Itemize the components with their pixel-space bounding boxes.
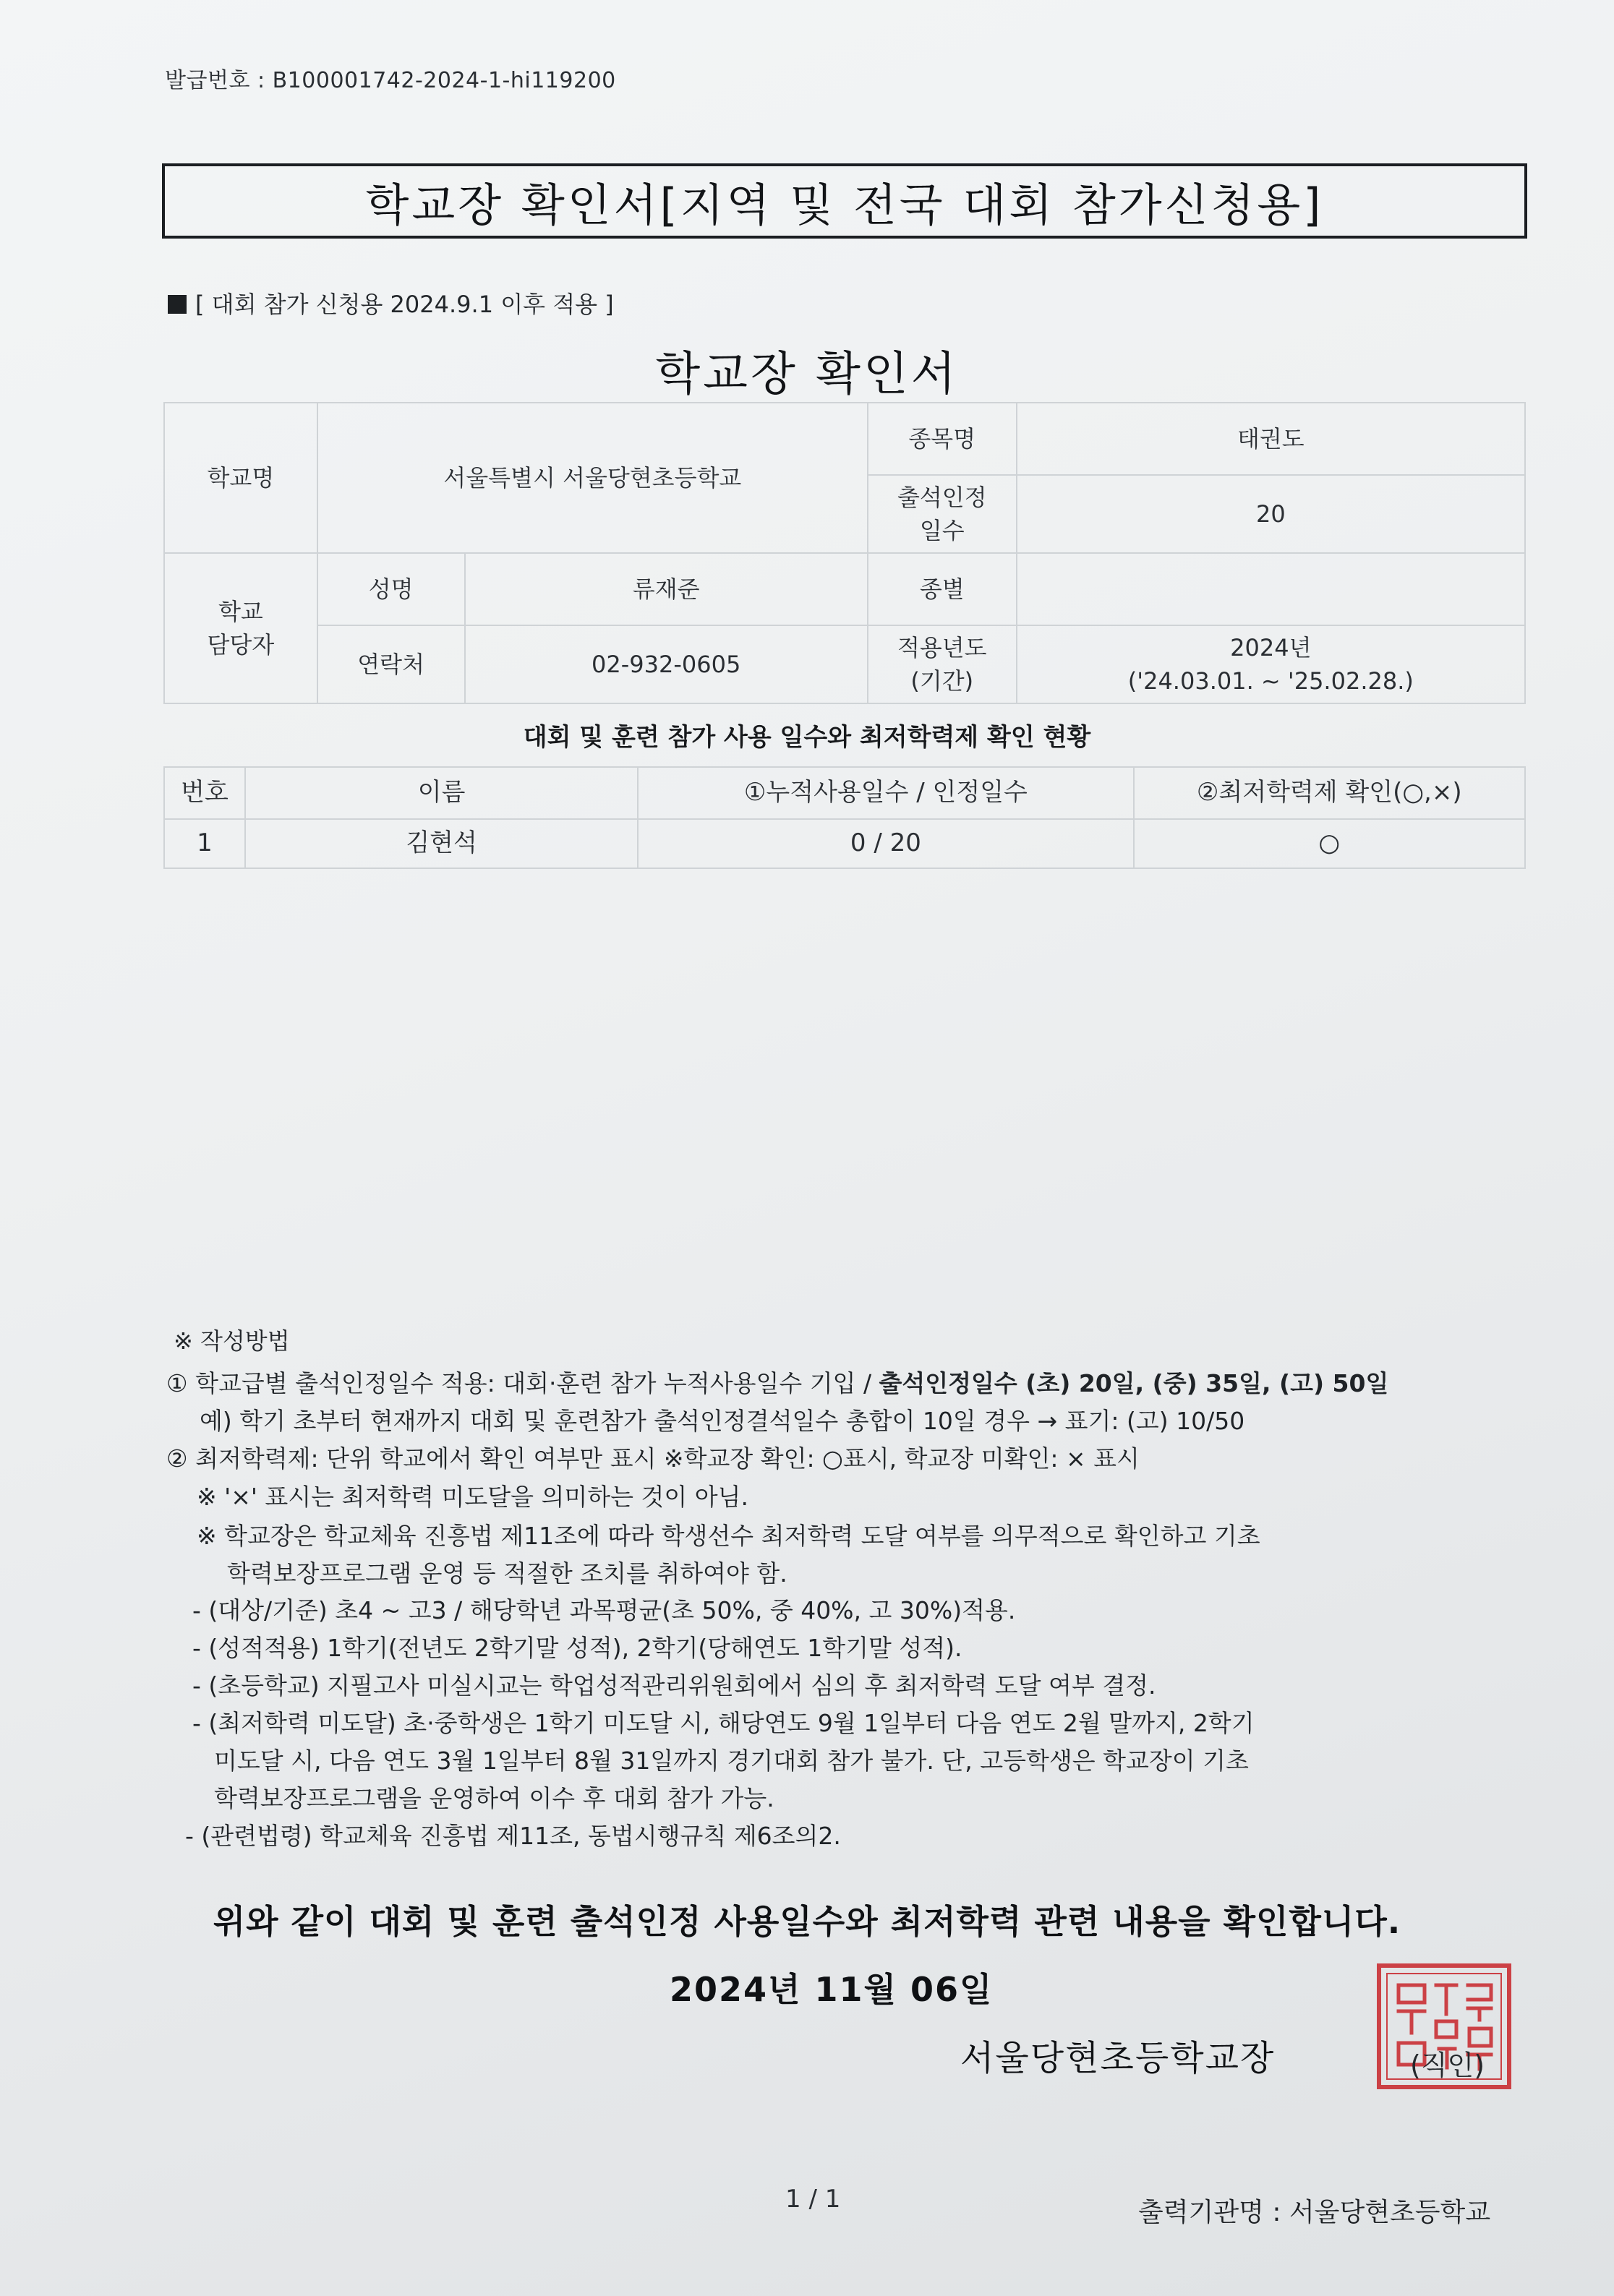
status-table [163, 766, 1526, 869]
issue-date: 2024년 11월 06일 [670, 1970, 994, 2009]
row-name: 김현석 [245, 819, 638, 868]
attendance-value: 20 [1017, 475, 1525, 553]
sport-label: 종목명 [868, 403, 1017, 475]
principal-title: 서울당현초등학교장 [960, 2038, 1276, 2078]
issue-number: 발급번호 : B100001742-2024-1-hi119200 [165, 68, 616, 93]
table-row [164, 819, 1525, 868]
name-value: 류재준 [465, 553, 868, 625]
method-bold: 출석인정일수 (초) 20일, (중) 35일, (고) 50일 [879, 1369, 1389, 1397]
year-value: 2024년 ('24.03.01. ~ '25.02.28.) [1017, 625, 1525, 703]
header-cell: 번호 [164, 767, 245, 819]
category-label: 종별 [868, 553, 1017, 625]
method-line: ① 학교급별 출석인정일수 적용: 대회·훈련 참가 누적사용일수 기입 / 출석인정일수 (초) 20일, (중) 35일, (고) 50일 [166, 1369, 1389, 1397]
printing-institution: 출력기관명 : 서울당현초등학교 [1138, 2198, 1491, 2227]
method-line: 미도달 시, 다음 연도 3월 1일부터 8월 31일까지 경기대회 참가 불가. 단, 고등학생은 학교장이 기초 [214, 1747, 1249, 1775]
method-line: 학력보장프로그램 운영 등 적절한 조치를 취하여야 함. [227, 1559, 787, 1588]
confirmation-text: 위와 같이 대회 및 훈련 출석인정 사용일수와 최저학력 관련 내용을 확인합니다. [213, 1902, 1401, 1941]
sport-value: 태권도 [1017, 403, 1525, 475]
document-title: 학교장 확인서[지역 및 전국 대회 참가신청용] [365, 178, 1324, 231]
method-line: - (관련법령) 학교체육 진흥법 제11조, 동법시행규칙 제6조의2. [185, 1822, 841, 1850]
subtitle: 학교장 확인서 [655, 348, 959, 401]
seal-label: (직인) [1410, 2049, 1485, 2081]
status-title: 대회 및 훈련 참가 사용 일수와 최저학력제 확인 현황 [523, 723, 1091, 752]
method-line: ※ '×' 표시는 최저학력 미도달을 의미하는 것이 아님. [197, 1483, 749, 1511]
method-line: 예) 학기 초부터 현재까지 대회 및 훈련참가 출석인정결석일수 총합이 10일 경우 → 표기: (고) 10/50 [200, 1407, 1245, 1435]
method-line: - (최저학력 미도달) 초·중학생은 1학기 미도달 시, 해당연도 9월 1일부터 다음 연도 2월 말까지, 2학기 [192, 1709, 1255, 1737]
method-line: ② 최저학력제: 단위 학교에서 확인 여부만 표시 ※학교장 확인: ○표시, 학교장 미확인: × 표시 [166, 1444, 1140, 1473]
writing-method [166, 1323, 1388, 1855]
method-line: 학력보장프로그램을 운영하여 이수 후 대회 참가 가능. [214, 1784, 774, 1812]
method-line: - (성적적용) 1학기(전년도 2학기말 성적), 2학기(당해연도 1학기말 성적). [192, 1634, 962, 1662]
usage-note [168, 286, 614, 320]
row-number: 1 [164, 819, 245, 868]
row-confirm: ○ [1134, 819, 1525, 868]
attendance-label: 출석인정 일수 [868, 475, 1017, 553]
name-label: 성명 [317, 553, 465, 625]
method-line: - (초등학교) 지필고사 미실시교는 학업성적관리위원회에서 심의 후 최저학력 도달 여부 결정. [192, 1671, 1156, 1700]
page-number: 1 / 1 [785, 2185, 841, 2214]
square-bullet-icon [168, 295, 187, 314]
school-value: 서울특별시 서울당현초등학교 [317, 403, 868, 553]
method-line: - (대상/기준) 초4 ~ 고3 / 해당학년 과목평균(초 50%, 중 40%, 고 30%)적용. [192, 1596, 1016, 1624]
school-label: 학교명 [164, 403, 317, 553]
contact-label: 연락처 [317, 625, 465, 703]
year-label: 적용년도 (기간) [868, 625, 1017, 703]
header-cell: 이름 [245, 767, 638, 819]
category-value [1017, 553, 1525, 625]
header-cell: ①누적사용일수 / 인정일수 [638, 767, 1133, 819]
row-days: 0 / 20 [638, 819, 1133, 868]
document-title-box [162, 163, 1527, 239]
contact-value: 02-932-0605 [465, 625, 868, 703]
info-table [163, 402, 1526, 704]
method-line: ※ 학교장은 학교체육 진흥법 제11조에 따라 학생선수 최저학력 도달 여부를 의무적으로 확인하고 기초 [197, 1522, 1260, 1550]
manager-label: 학교 담당자 [164, 553, 317, 703]
method-heading: ※ 작성방법 [174, 1327, 290, 1355]
usage-note-text: [ 대회 참가 신청용 2024.9.1 이후 적용 ] [195, 291, 614, 318]
header-cell: ②최저학력제 확인(○,×) [1134, 767, 1525, 819]
